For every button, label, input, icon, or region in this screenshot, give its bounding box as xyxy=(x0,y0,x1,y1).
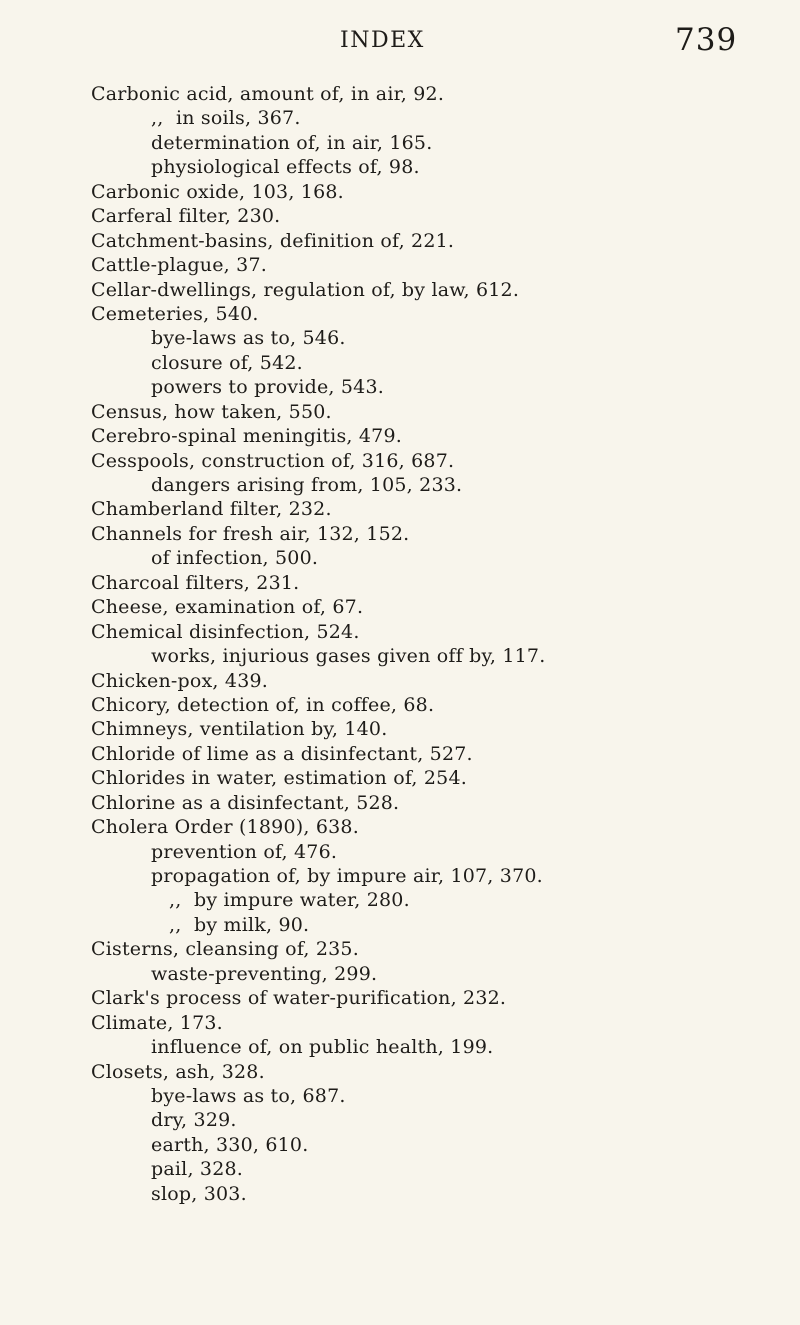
index-entry: Carbonic acid, amount of, in air, 92. xyxy=(91,83,445,105)
index-subsubentry: ,, by milk, 90. xyxy=(169,913,310,936)
index-entry: Chicory, detection of, in coffee, 68. xyxy=(91,693,435,716)
index-entry: Chloride of lime as a disinfectant, 527. xyxy=(91,742,473,765)
index-subentry: earth, 330, 610. xyxy=(151,1133,309,1156)
index-entry: Carferal filter, 230. xyxy=(91,205,281,228)
index-entry: Chamberland filter, 232. xyxy=(91,498,332,521)
index-subentry: determination of, in air, 165. xyxy=(151,131,433,154)
index-subentry: ,, in soils, 367. xyxy=(151,107,301,130)
running-head xyxy=(0,22,800,62)
index-entry: Cesspools, construction of, 316, 687. xyxy=(91,449,455,472)
index-entry: Closets, ash, 328. xyxy=(91,1060,265,1083)
page-number: 739 xyxy=(675,22,738,58)
index-entry: Clark's process of water-purification, 232. xyxy=(91,987,507,1010)
index-subentry: of infection, 500. xyxy=(151,547,319,570)
index-subentry: dangers arising from, 105, 233. xyxy=(151,474,463,496)
index-subentry: works, injurious gases given off by, 117. xyxy=(151,645,546,668)
index-entry: Cisterns, cleansing of, 235. xyxy=(91,938,359,961)
index-subsubentry: ,, by impure water, 280. xyxy=(169,889,410,912)
index-subentry: closure of, 542. xyxy=(151,351,303,374)
index-subentry: powers to provide, 543. xyxy=(151,376,384,399)
index-subentry: physiological effects of, 98. xyxy=(151,156,420,179)
index-entry: Carbonic oxide, 103, 168. xyxy=(91,180,344,203)
index-entry: Chicken-pox, 439. xyxy=(91,669,269,692)
index-subentry: propagation of, by impure air, 107, 370. xyxy=(151,865,543,887)
index-entry: Cellar-dwellings, regulation of, by law, 612. xyxy=(91,278,520,301)
index-subentry: bye-laws as to, 546. xyxy=(151,327,346,350)
index-entry: Chemical disinfection, 524. xyxy=(91,620,360,643)
index-subentry: bye-laws as to, 687. xyxy=(151,1084,346,1107)
index-entry: Cerebro-spinal meningitis, 479. xyxy=(91,425,402,448)
index-subentry: waste-preventing, 299. xyxy=(151,962,378,985)
page-title: INDEX xyxy=(340,28,425,53)
index-entry: Chlorides in water, estimation of, 254. xyxy=(91,767,467,790)
index-entry: Cemeteries, 540. xyxy=(91,302,259,325)
index-entry: Census, how taken, 550. xyxy=(91,400,332,423)
index-entry: Cholera Order (1890), 638. xyxy=(91,816,359,839)
index-subentry: slop, 303. xyxy=(151,1182,247,1205)
index-entry: Cattle-plague, 37. xyxy=(91,254,267,277)
index-entry: Climate, 173. xyxy=(91,1011,223,1034)
index-subentry: influence of, on public health, 199. xyxy=(151,1036,494,1059)
index-entry: Chimneys, ventilation by, 140. xyxy=(91,718,388,741)
index-entry: Channels for fresh air, 132, 152. xyxy=(91,522,410,545)
index-entry: Cheese, examination of, 67. xyxy=(91,596,364,619)
index-entry: Catchment-basins, definition of, 221. xyxy=(91,229,455,252)
index-entry: Chlorine as a disinfectant, 528. xyxy=(91,791,400,814)
index-subentry: pail, 328. xyxy=(151,1158,244,1181)
index-subentry: prevention of, 476. xyxy=(151,840,338,863)
index-entries xyxy=(0,82,800,1206)
index-entry: Charcoal filters, 231. xyxy=(91,571,300,594)
index-subentry: dry, 329. xyxy=(151,1109,237,1132)
